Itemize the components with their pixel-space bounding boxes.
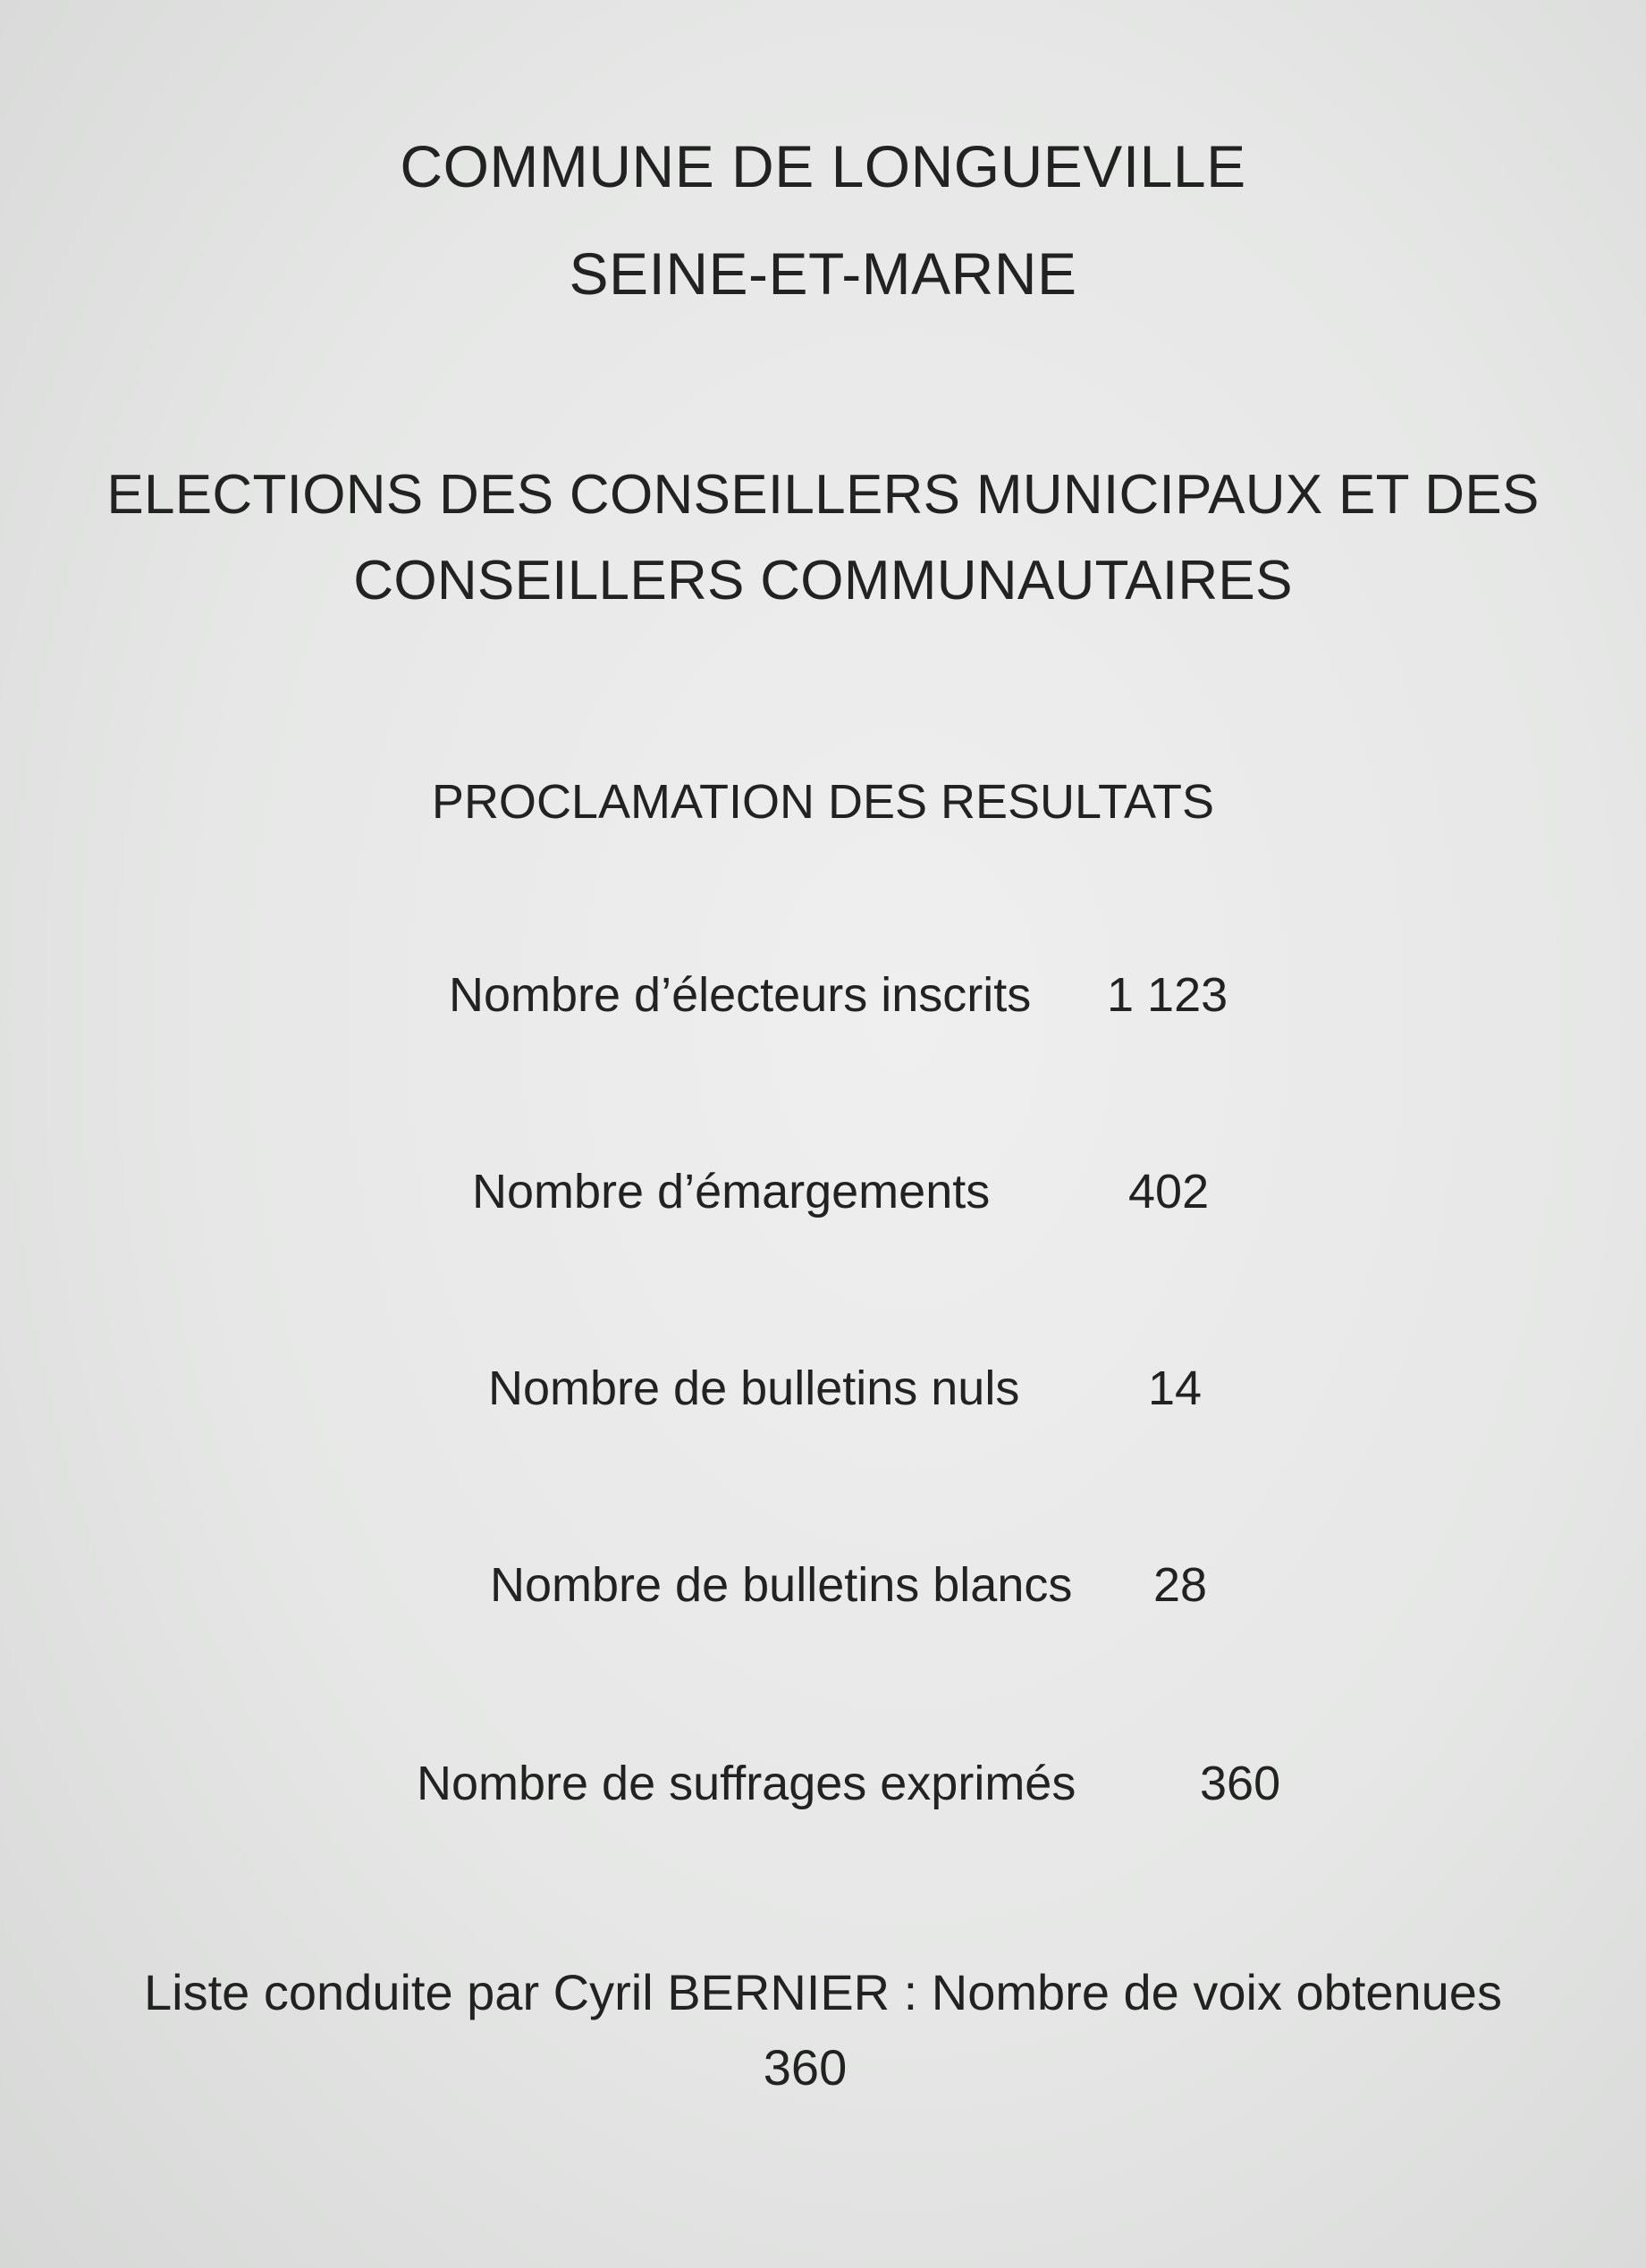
stat-value: 1 123 bbox=[1107, 968, 1228, 1022]
stat-value: 402 bbox=[1128, 1165, 1210, 1218]
proclamation-heading: PROCLAMATION DES RESULTATS bbox=[431, 775, 1215, 829]
stat-label: Nombre de bulletins nuls bbox=[488, 1362, 1020, 1415]
stat-value: 360 bbox=[1200, 1757, 1281, 1810]
stat-value: 28 bbox=[1153, 1558, 1208, 1612]
commune-name: COMMUNE DE LONGUEVILLE bbox=[400, 133, 1246, 199]
election-title-line-2: CONSEILLERS COMMUNAUTAIRES bbox=[353, 550, 1293, 611]
election-title-line-1: ELECTIONS DES CONSEILLERS MUNICIPAUX ET DES bbox=[106, 464, 1540, 526]
stat-label: Nombre d’émargements bbox=[472, 1165, 991, 1218]
list-result-votes: 360 bbox=[763, 2039, 848, 2095]
stat-label: Nombre de bulletins blancs bbox=[490, 1558, 1073, 1612]
stat-value: 14 bbox=[1148, 1362, 1203, 1415]
department-name: SEINE-ET-MARNE bbox=[569, 240, 1077, 307]
list-result-text: Liste conduite par Cyril BERNIER : Nombre de voix obtenues bbox=[144, 1964, 1502, 2020]
stat-label: Nombre de suffrages exprimés bbox=[417, 1757, 1076, 1810]
stat-label: Nombre d’électeurs inscrits bbox=[449, 968, 1032, 1022]
